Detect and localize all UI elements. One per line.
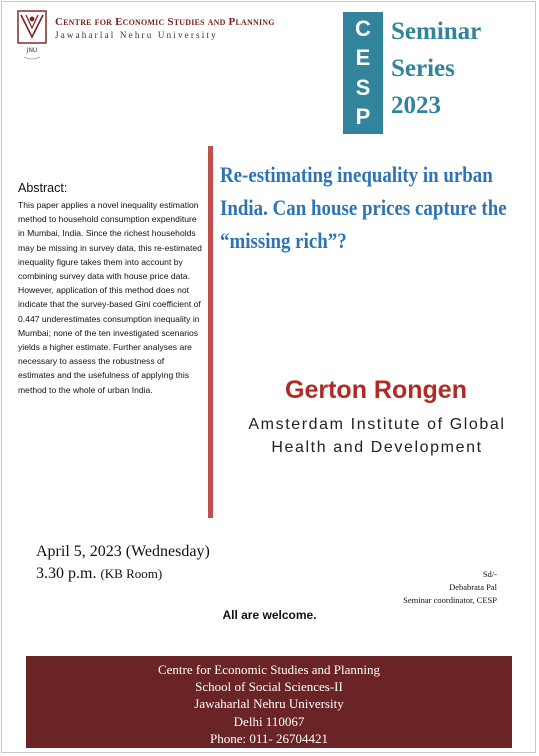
logo-text: JNU: [26, 47, 38, 54]
signature-block: [403, 568, 497, 607]
footer-line: Phone: 011- 26704421: [210, 730, 328, 746]
signature-role: Seminar coordinator, CESP: [403, 595, 497, 605]
footer-line: Centre for Economic Studies and Planning: [157, 662, 381, 677]
series-line: 2023: [391, 92, 441, 119]
series-line: Seminar: [391, 18, 482, 45]
footer-line: Jawaharlal Nehru University: [194, 696, 344, 712]
abstract-body: This paper applies a novel inequality estimation method to household consumption expenditure in Mumbai, India. Since the richest households may be missing in survey data, this re-estimated inequality figure takes them into account by combining survey data with house price data. However, application of this method does not indicate that the survey-based Gini coefficient of 0.447 underestimates consumption inequality in Mumbai; none of the ten investigated scenarios yields a higher estimate. Further analyses are necessary to assess the robustness of estimates and the usefulness of applying this method to the whole of urban India.: [18, 200, 202, 395]
divider-bar: [208, 146, 213, 518]
footer-line: Delhi 110067: [233, 713, 305, 729]
cesp-block: [343, 12, 383, 134]
event-date: April 5, 2023 (Wednesday): [36, 543, 210, 560]
footer-line: School of Social Sciences-II: [195, 679, 343, 695]
org-name: Centre for Economic Studies and Planning: [55, 16, 275, 28]
cesp-letter: S: [355, 74, 371, 100]
cesp-letter: E: [355, 45, 371, 71]
abstract-heading: Abstract:: [18, 181, 68, 195]
signature-name: Debabrata Pal: [449, 582, 497, 592]
cesp-letter: P: [355, 104, 371, 130]
signature-sd: Sd/-: [482, 569, 497, 579]
speaker-affiliation: [221, 413, 533, 459]
event-time: [36, 565, 162, 583]
speaker-name: Gerton Rongen: [285, 376, 467, 404]
seminar-series-title: [391, 13, 481, 124]
event-room: (KB Room): [100, 566, 163, 581]
event-time-value: 3.30 p.m.: [36, 565, 97, 582]
talk-title: Re-estimating inequality in urban India. Can house prices capture the “missing rich”?: [220, 162, 507, 253]
affiliation-line: Health and Development: [271, 439, 483, 456]
jnu-logo: [17, 10, 47, 62]
series-line: Series: [391, 55, 455, 82]
welcome-note: All are welcome.: [222, 608, 317, 622]
cesp-letter: C: [355, 15, 371, 41]
footer-address: [26, 656, 512, 748]
affiliation-line: Amsterdam Institute of Global: [248, 416, 506, 433]
org-subtitle: Jawaharlal Nehru University: [55, 30, 218, 40]
